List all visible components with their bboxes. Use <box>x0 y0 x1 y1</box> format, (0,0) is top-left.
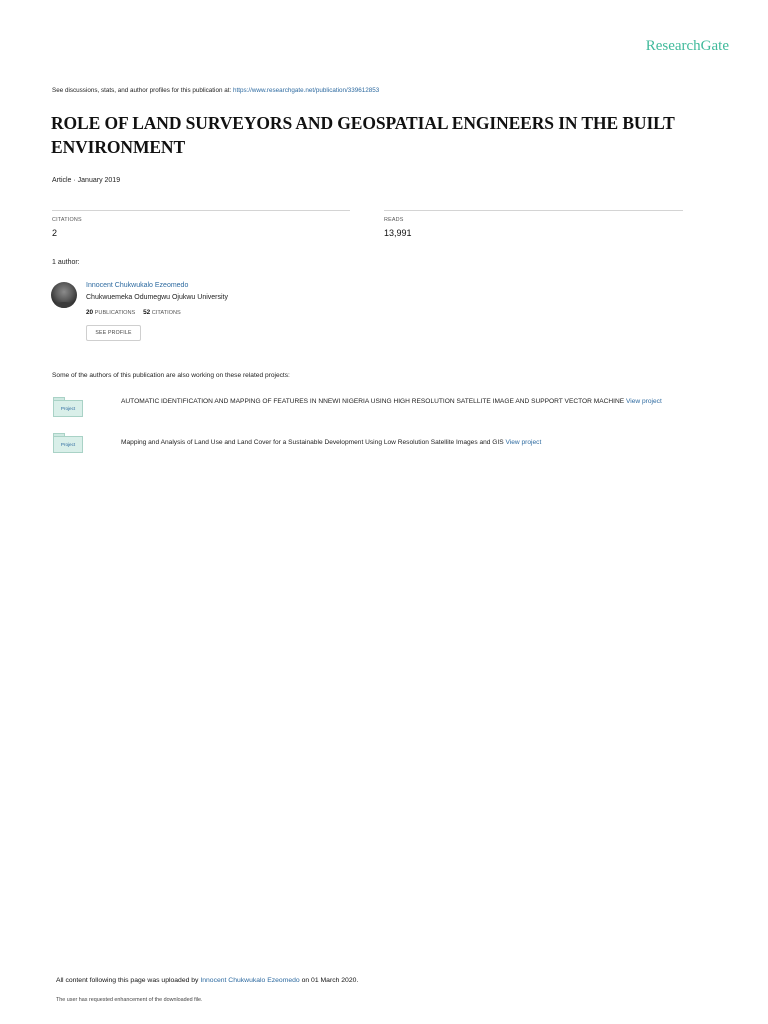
enhancement-note: The user has requested enhancement of the downloaded file. <box>56 997 203 1003</box>
project-item <box>121 437 721 449</box>
publication-title: ROLE OF LAND SURVEYORS AND GEOSPATIAL ENGINEERS IN THE BUILT ENVIRONMENT <box>51 113 675 157</box>
upload-notice <box>56 977 358 984</box>
avatar-silhouette <box>52 302 76 308</box>
project-folder-icon[interactable] <box>53 397 83 417</box>
author-stats <box>86 309 181 316</box>
discussions-line <box>52 87 379 94</box>
citations-label: CITATIONS <box>52 217 82 223</box>
project-title: Mapping and Analysis of Land Use and Land Cover for a Sustainable Development Using Low Resolution Satellite Images and GIS <box>121 439 504 446</box>
related-projects-heading: Some of the authors of this publication are also working on these related projects: <box>52 372 290 379</box>
project-icon-label: Project <box>53 400 83 417</box>
author-publications-count: 20 <box>86 309 94 316</box>
see-profile-button[interactable]: SEE PROFILE <box>86 325 141 341</box>
reads-divider <box>384 210 683 211</box>
author-publications-label: PUBLICATIONS <box>94 310 136 316</box>
author-avatar[interactable] <box>51 282 77 308</box>
project-folder-icon[interactable] <box>53 433 83 453</box>
author-citations-count: 52 <box>143 309 151 316</box>
authors-heading: 1 author: <box>52 259 80 266</box>
reads-value: 13,991 <box>384 228 412 238</box>
publication-url-link[interactable]: https://www.researchgate.net/publication/339612853 <box>232 87 380 94</box>
citations-value: 2 <box>52 228 58 238</box>
article-type-date: Article · January 2019 <box>52 177 121 184</box>
author-name-link[interactable]: Innocent Chukwukalo Ezeomedo <box>86 282 189 289</box>
upload-notice-prefix: All content following this page was uploaded by <box>56 977 199 984</box>
uploader-link[interactable]: Innocent Chukwukalo Ezeomedo <box>200 977 300 984</box>
view-project-link[interactable]: View project <box>625 398 662 405</box>
author-institution: Chukwuemeka Odumegwu Ojukwu University <box>86 294 228 301</box>
project-item <box>121 396 701 408</box>
project-title: AUTOMATIC IDENTIFICATION AND MAPPING OF FEATURES IN NNEWI NIGERIA USING HIGH RESOLUTION SATELLITE IMAGE AND SUPPORT VECTOR MACHINE <box>121 398 625 405</box>
view-project-link[interactable]: View project <box>505 439 542 446</box>
researchgate-logo[interactable]: ResearchGate <box>645 38 729 54</box>
author-citations-label: CITATIONS <box>151 310 181 316</box>
discussions-prefix: See discussions, stats, and author profiles for this publication at: <box>52 87 232 94</box>
reads-label: READS <box>384 217 404 223</box>
project-icon-label: Project <box>53 436 83 453</box>
upload-date: on 01 March 2020. <box>301 977 359 984</box>
citations-divider <box>52 210 350 211</box>
